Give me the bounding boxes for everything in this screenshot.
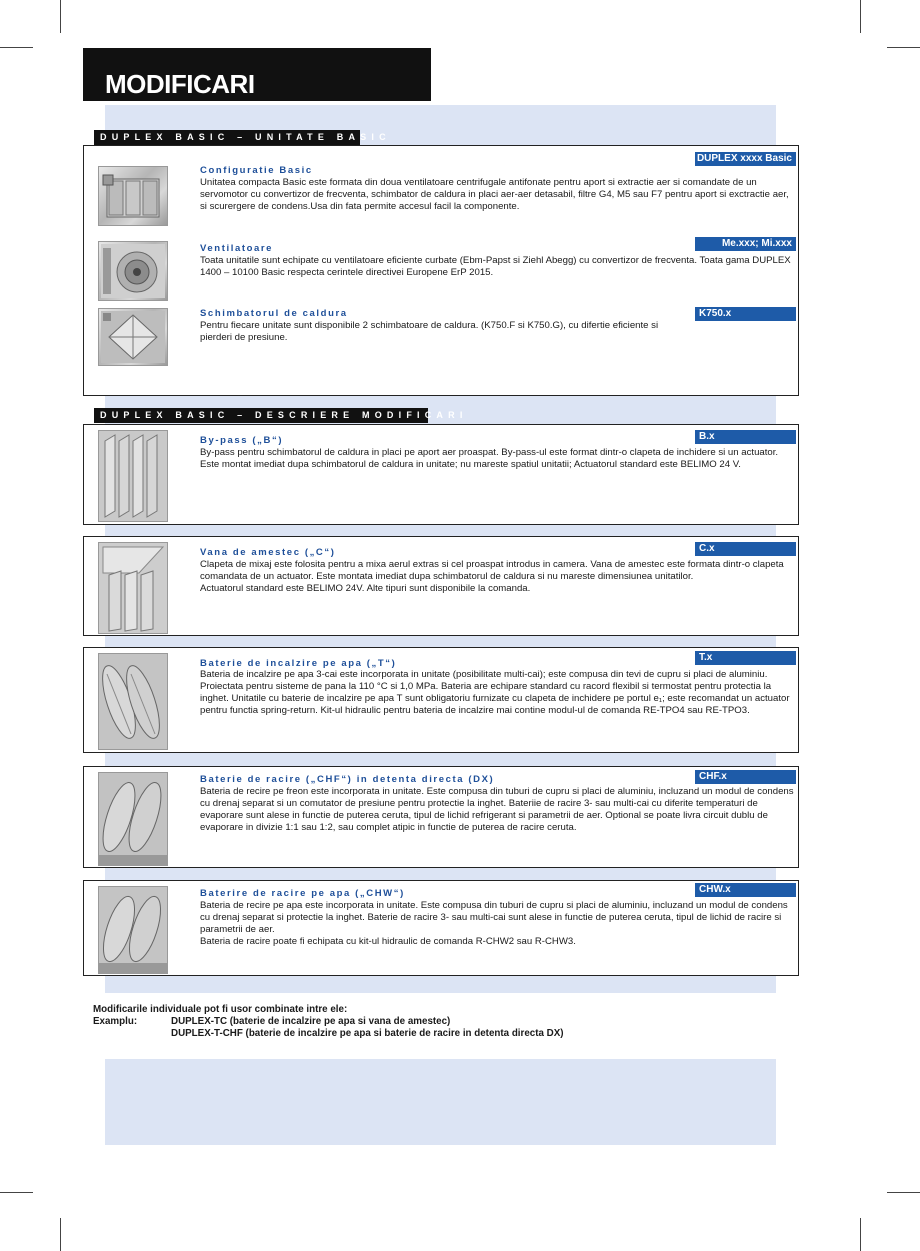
bypass-image [98,430,168,522]
crop-mark [60,0,61,33]
item-text [200,786,794,834]
section-header-modificari: DUPLEX BASIC – DESCRIERE MODIFICARI [94,408,428,423]
code-tag: C.x [695,542,796,556]
note-example-label: Examplu: [93,1016,138,1027]
combination-note [83,993,776,1059]
code-tag: K750.x [695,307,796,321]
code-tag: Me.xxx; Mi.xxx [695,237,796,251]
item-text [200,320,690,344]
item-title: Ventilatoare [200,243,274,254]
heat-exchanger-image [98,308,168,366]
crop-mark [860,0,861,33]
item-title: Schimbatorul de caldura [200,308,348,319]
item-title: By-pass („B“) [200,435,284,446]
note-example-row [93,1028,776,1040]
crop-mark [0,1192,33,1193]
item-paragraph: Bateria de recire pe freon este incorporata in unitate. Este compusa din tuburi de cupru si placi de aluminiu, incluzand un modul de condens cu drenaj separat si un comutator de presiune pentru protectie la inghet. Bateriie de racire 3- sau multi-cai cu diferite temperaturi de evaporare sunt alese in functie de puterea ceruta, tipul de lichid refrigerant si parametrii de aer. Optional se poate livra circuit dublu de evaporare in divizie 1:1 sau 1:2, sau complet atipic in functie de puterea de racire ceruta. [200,786,794,833]
item-paragraph: Bateria de recire pe apa este incorporata in unitate. Este compusa din tuburi de cupru si placi de aluminiu, incluzand un modul de condens cu drenaj separat si protectie la inghet. Baterie de racire 3- sau multi-cai sunt alese in functie de puterea ceruta, tipul de lichid de racire si parametrii de aer. [200,900,788,935]
section-basic-box [83,145,799,396]
note-example-row [93,1016,776,1028]
page-title-bar [83,48,431,101]
heating-coil-drawing [99,654,167,749]
crop-mark [887,47,920,48]
item-text [200,255,794,279]
dx-cooling-coil-image [98,772,168,866]
item-paragraph: Toata unitatile sunt echipate cu ventilatoare eficiente curbate (Ebm-Papst si Ziehl Abegg) cu convertizor de frecventa. Toata gama DUPLEX 1400 – 10100 Basic respecta cerintele directivei Europene ErP 2015. [200,255,791,278]
crop-mark [0,47,33,48]
unit-drawing [99,167,167,225]
bypass-drawing [99,431,167,521]
item-paragraph: By-pass pentru schimbatorul de caldura in placi pe aport aer proaspat. By-pass-ul este format dintr-o clapeta de inchidere si un actuator. [200,447,779,458]
code-tag: CHW.x [695,883,796,897]
mixing-damper-image [98,542,168,634]
unit-image [98,166,168,226]
heat-exchanger-drawing [99,309,167,365]
water-cooling-coil-image [98,886,168,974]
heating-coil-image [98,653,168,750]
section-header-basic: DUPLEX BASIC – UNITATE BASIC [94,130,360,145]
item-paragraph: Clapeta de mixaj este folosita pentru a mixa aerul extras si cel proaspat introdus in camera. Vana de amestec este formata dintr-o clapeta comandata de un actuator. Este montata imediat dupa schimbatorul de caldura si nu mareste dimensiunea unitatilor. [200,559,784,582]
modification-box-bypass [83,424,799,525]
item-title: Configuratie Basic [200,165,313,176]
item-text [200,900,794,948]
item-title: Baterie de racire („CHF“) in detenta directa (DX) [200,774,495,785]
item-paragraph: Bateria de incalzire pe apa 3-cai este incorporata in unitate (posibilitate multi-cai); este compusa din tevi de cupru si placi de aluminiu. Proiectata pentru sisteme de pana la 110 °C si 1,0 MPa. Bateria are echipare standard cu racord flexibil si termostat pentru protectia la inghet. Unitatile cu baterie de incalzire pe apa T sunt obligatoriu furnizate cu clapeta de inchidere pe portul e₁; este recomandat un actuator pentru functia spring-return. Kit-ul hidraulic pentru bateria de incalzire mai contine modul-ul de comanda RE-TPO4 sau RE-TPO3. [200,669,790,716]
item-text [200,559,794,595]
crop-mark [60,1218,61,1251]
mixing-damper-drawing [99,543,167,633]
note-example: DUPLEX-T-CHF (baterie de incalzire pe apa si baterie de racire in detenta directa DX) [171,1028,564,1039]
item-paragraph: Unitatea compacta Basic este formata din doua ventilatoare centrifugale antifonate pentru aport si extractie aer si comandate de un servomotor cu convertizor de frecventa, schimbator de caldura in placi aer-aer detasabil, filtre G4, M5 sau F7 pentru aport si exctractie aer, si scurergere de condens.Usa din fata permite accesul facil la componente. [200,177,789,212]
item-title: Baterire de racire pe apa („CHW“) [200,888,405,899]
crop-mark [860,1218,861,1251]
modification-box-mixing [83,536,799,636]
modification-box-water-cooling [83,880,799,976]
note-intro: Modificarile individuale pot fi usor combinate intre ele: [93,1004,348,1015]
item-paragraph: Actuatorul standard este BELIMO 24V. Alte tipuri sunt disponibile la comanda. [200,583,531,594]
note-example: DUPLEX-TC (baterie de incalzire pe apa si vana de amestec) [171,1016,451,1027]
code-tag: CHF.x [695,770,796,784]
code-tag: DUPLEX xxxx Basic [695,152,796,166]
item-title: Baterie de incalzire pe apa („T“) [200,658,397,669]
note-example-spacer [93,1028,171,1040]
item-text [200,669,794,717]
crop-mark [887,1192,920,1193]
item-paragraph: Este montat imediat dupa schimbatorul de caldura in unitate; nu mareste spatiul unitatii; Actuatorul standard este BELIMO 24 V. [200,459,741,470]
code-tag: B.x [695,430,796,444]
item-text [200,177,794,213]
water-cooling-coil-drawing [99,887,167,973]
item-paragraph: Pentru fiecare unitate sunt disponibile 2 schimbatoare de caldura. (K750.F si K750.G), cu difertie eficiente si pierderi de presiune. [200,320,659,343]
code-tag: T.x [695,651,796,665]
page-title: MODIFICARI [105,69,255,99]
fan-image [98,241,168,301]
fan-drawing [99,242,167,300]
item-text [200,447,794,471]
item-title: Vana de amestec („C“) [200,547,336,558]
modification-box-dx-cooling [83,766,799,868]
modification-box-heating [83,647,799,753]
item-paragraph: Bateria de racire poate fi echipata cu kit-ul hidraulic de comanda R-CHW2 sau R-CHW3. [200,936,576,947]
dx-cooling-coil-drawing [99,773,167,865]
